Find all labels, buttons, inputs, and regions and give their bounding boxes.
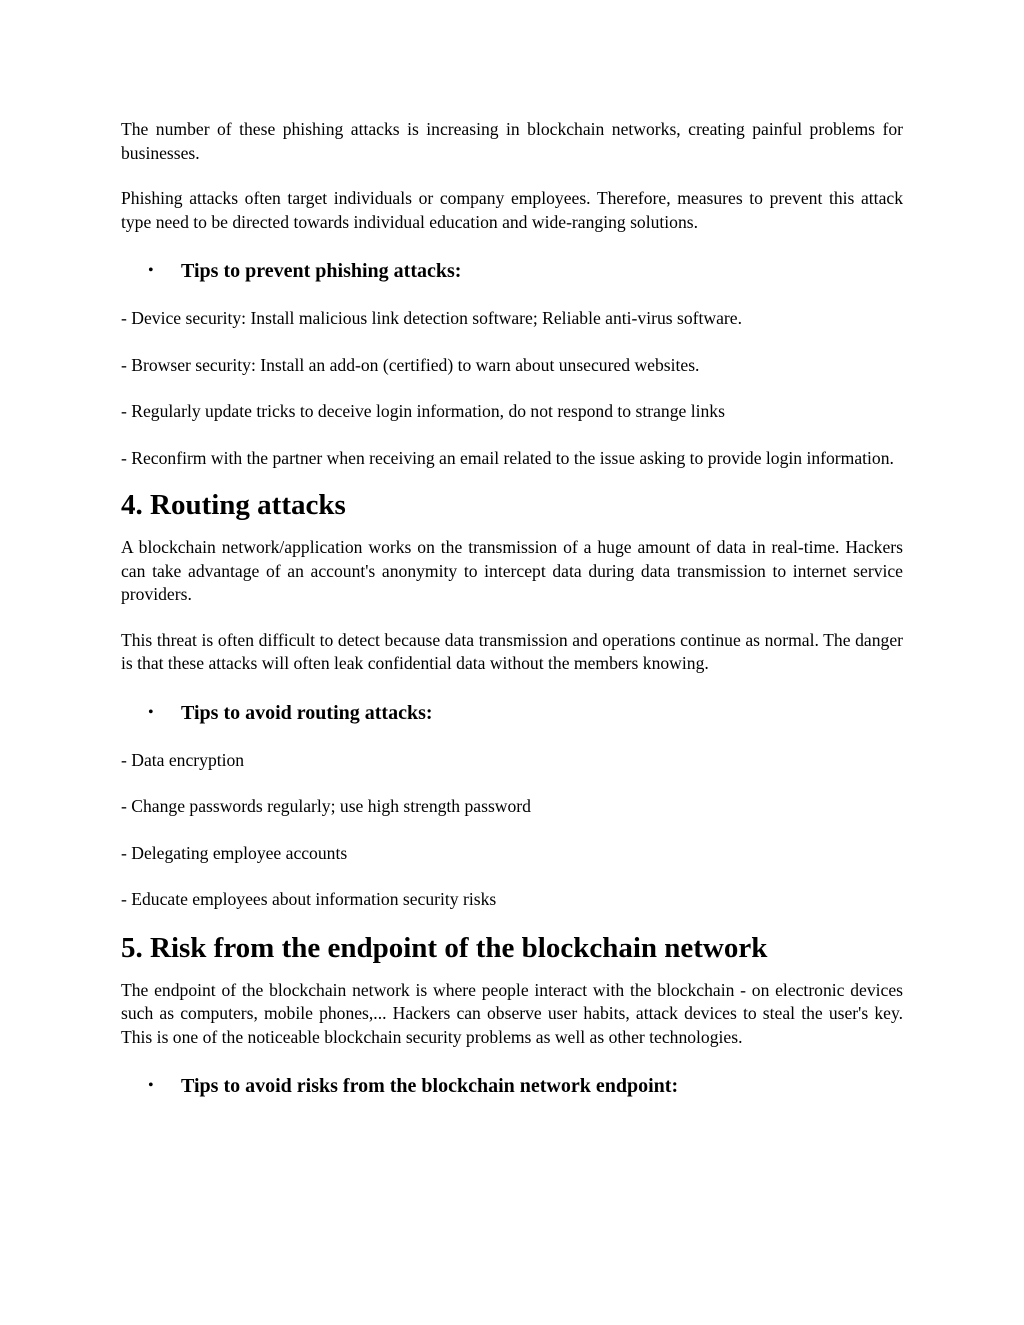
phishing-tip-item: - Reconfirm with the partner when receiving an email related to the issue asking to provide login information. [121,447,894,468]
routing-tip-item: - Data encryption [121,749,245,770]
bullet-icon: • [148,262,154,279]
phishing-tips-heading [121,258,903,284]
bullet-icon: • [148,703,154,721]
endpoint-tips-heading-text: Tips to avoid risks from the blockchain network endpoint: [181,1075,679,1097]
routing-tip-item: - Educate employees about information security risks [121,889,497,909]
section-5-heading: 5. Risk from the endpoint of the blockchain network [121,931,768,964]
routing-tips-heading [121,700,903,726]
intro-paragraph-2: Phishing attacks often target individuals or company employees. Therefore, measures to prevent this attack type need to be directed towards individual education and wide-ranging solutions. [121,188,903,232]
section-5-paragraph-1: The endpoint of the blockchain network is where people interact with the blockchain - on electronic devices such as computers, mobile phones,... Hackers can observe user habits, attack devices to steal the user's key. This is one of the noticeable blockchain security problems as well as other technologies. [121,979,903,1047]
document-page [121,118,903,1099]
phishing-tip-item: - Device security: Install malicious link detection software; Reliable anti-virus software. [121,308,742,328]
section-4-heading: 4. Routing attacks [121,489,346,521]
phishing-tip-item: - Regularly update tricks to deceive login information, do not respond to strange links [121,401,725,421]
routing-tips-heading-text: Tips to avoid routing attacks: [181,701,433,724]
intro-paragraph-1: The number of these phishing attacks is increasing in blockchain networks, creating painful problems for businesses. [121,119,903,163]
phishing-tip-item: - Browser security: Install an add-on (certified) to warn about unsecured websites. [121,354,700,375]
section-4-paragraph-1: A blockchain network/application works on the transmission of a huge amount of data in real-time. Hackers can take advantage of an account's anonymity to intercept data during data transmission to internet service providers. [121,537,903,604]
phishing-tips-heading-text: Tips to prevent phishing attacks: [181,260,462,282]
section-4-paragraph-2: This threat is often difficult to detect because data transmission and operations continue as normal. The danger is that these attacks will often leak confidential data without the members knowing. [121,629,903,673]
routing-tip-item: - Delegating employee accounts [121,842,348,863]
endpoint-tips-heading [121,1073,903,1099]
bullet-icon: • [148,1077,154,1094]
routing-tip-item: - Change passwords regularly; use high strength password [121,796,531,816]
